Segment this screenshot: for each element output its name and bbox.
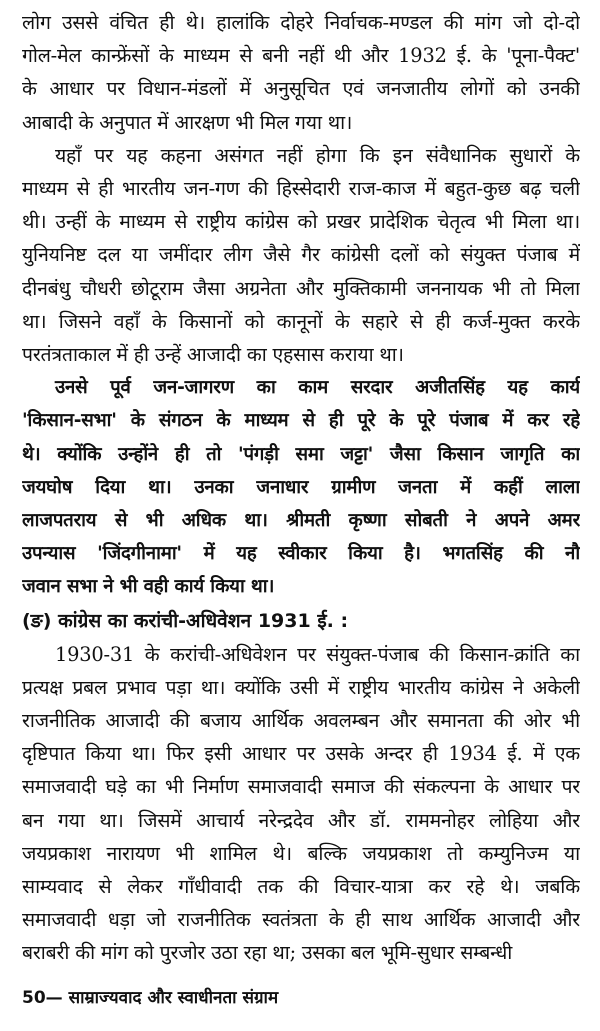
text-line: दीनबंधु चौधरी छोटूराम जैसा अग्रनेता और मुक्तिकामी जननायक भी तो मिला [22,276,580,300]
page-footer [22,985,278,1008]
paragraph-p4 [22,638,580,970]
text-line: 'किसान-सभा' के संगठन के माध्यम से ही पूरे के पूरे पंजाब में कर रहे [22,410,580,432]
text-line: युनियनिष्ट दल या जमींदार लीग जैसे गैर कांग्रेसी दलों को संयुक्त पंजाब में [22,243,580,267]
text-line: परतंत्रताकाल में ही उन्हें आजादी का एहसास कराया था। [22,343,404,367]
text-line: गोल-मेल कान्फ्रेंसों के माध्यम से बनी नहीं थी और 1932 ई. के 'पूना-पैक्ट' [22,44,580,68]
text-line: बन गया था। जिसमें आचार्य नरेन्द्रदेव और डॉ. राममनोहर लोहिया और [22,808,580,832]
paragraph-p1 [22,6,580,139]
footer-separator: — [45,988,63,1008]
text-line: साम्यवाद से लेकर गाँधीवादी तक की विचार-यात्रा कर रहे थे। जबकि [22,875,580,899]
body-text-top [22,6,580,604]
text-line: प्रत्यक्ष प्रबल प्रभाव पड़ा था। क्योंकि उसी में राष्ट्रीय भारतीय कांग्रेस ने अकेली [22,675,580,699]
paragraph-p3 [22,371,580,603]
text-line: के आधार पर विधान-मंडलों में अनुसूचित एवं जनजातीय लोगों को उनकी [22,77,580,101]
text-line: बराबरी की मांग को पुरजोर उठा रहा था; उसका बल भूमि-सुधार सम्बन्धी [22,941,513,965]
text-line: जयघोष दिया था। उनका जनाधार ग्रामीण जनता में कहीं लाला [22,476,580,498]
text-line: समाजवादी घड़े का भी निर्माण समाजवादी समाज की संकल्पना के आधार पर [22,775,580,799]
text-line: उनसे पूर्व जन-जागरण का काम सरदार अजीतसिंह यह कार्य [55,377,580,399]
body-text-bottom [22,638,580,970]
text-line: जवान सभा ने भी वही कार्य किया था। [22,576,275,598]
paragraph-p2 [22,139,580,371]
text-line: उपन्यास 'जिंदगीनामा' में यह स्वीकार किया है। भगतसिंह की नौ [22,543,580,565]
section-heading: (ङ) कांग्रेस का करांची-अधिवेशन 1931 ई. : [22,609,349,632]
text-line: 1930-31 के करांची-अधिवेशन पर संयुक्त-पंजाब की किसान-क्रांति का [55,642,580,666]
text-line: जयप्रकाश नारायण भी शामिल थे। बल्कि जयप्रकाश तो कम्युनिज्म या [22,841,580,865]
book-title: साम्राज्यवाद और स्वाधीनता संग्राम [68,988,279,1008]
page-number: 50 [22,988,46,1008]
text-line: आबादी के अनुपात में आरक्षण भी मिल गया था। [22,110,353,134]
text-line: दृष्टिपात किया था। फिर इसी आधार पर उसके अन्दर ही 1934 ई. में एक [22,742,580,766]
text-line: यहाँ पर यह कहना असंगत नहीं होगा कि इन संवैधानिक सुधारों के [55,143,580,167]
text-line: माध्यम से ही भारतीय जन-गण की हिस्सेदारी राज-काज में बहुत-कुछ बढ़ चली [22,177,580,201]
text-line: राजनीतिक आजादी की बजाय आर्थिक अवलम्बन और समानता की ओर भी [22,709,580,733]
text-line: लाजपतराय से भी अधिक था। श्रीमती कृष्णा सोबती ने अपने अमर [22,510,580,532]
text-line: लोग उससे वंचित ही थे। हालांकि दोहरे निर्वाचक-मण्डल की मांग जो दो-दो [22,11,580,34]
text-line: थी। उन्हीं के माध्यम से राष्ट्रीय कांग्रेस को प्रखर प्रादेशिक चेतृत्व भी मिला था। [22,210,580,234]
text-line: समाजवादी धड़ा जो राजनीतिक स्वतंत्रता के ही साथ आर्थिक आजादी और [22,908,580,932]
text-line: था। जिसने वहाँ के किसानों को कानूनों के सहारे से ही कर्ज-मुक्त करके [22,309,580,333]
text-line: थे। क्योंकि उन्होंने ही तो 'पंगड़ी समा जट्टा' जैसा किसान जागृति का [22,443,580,465]
